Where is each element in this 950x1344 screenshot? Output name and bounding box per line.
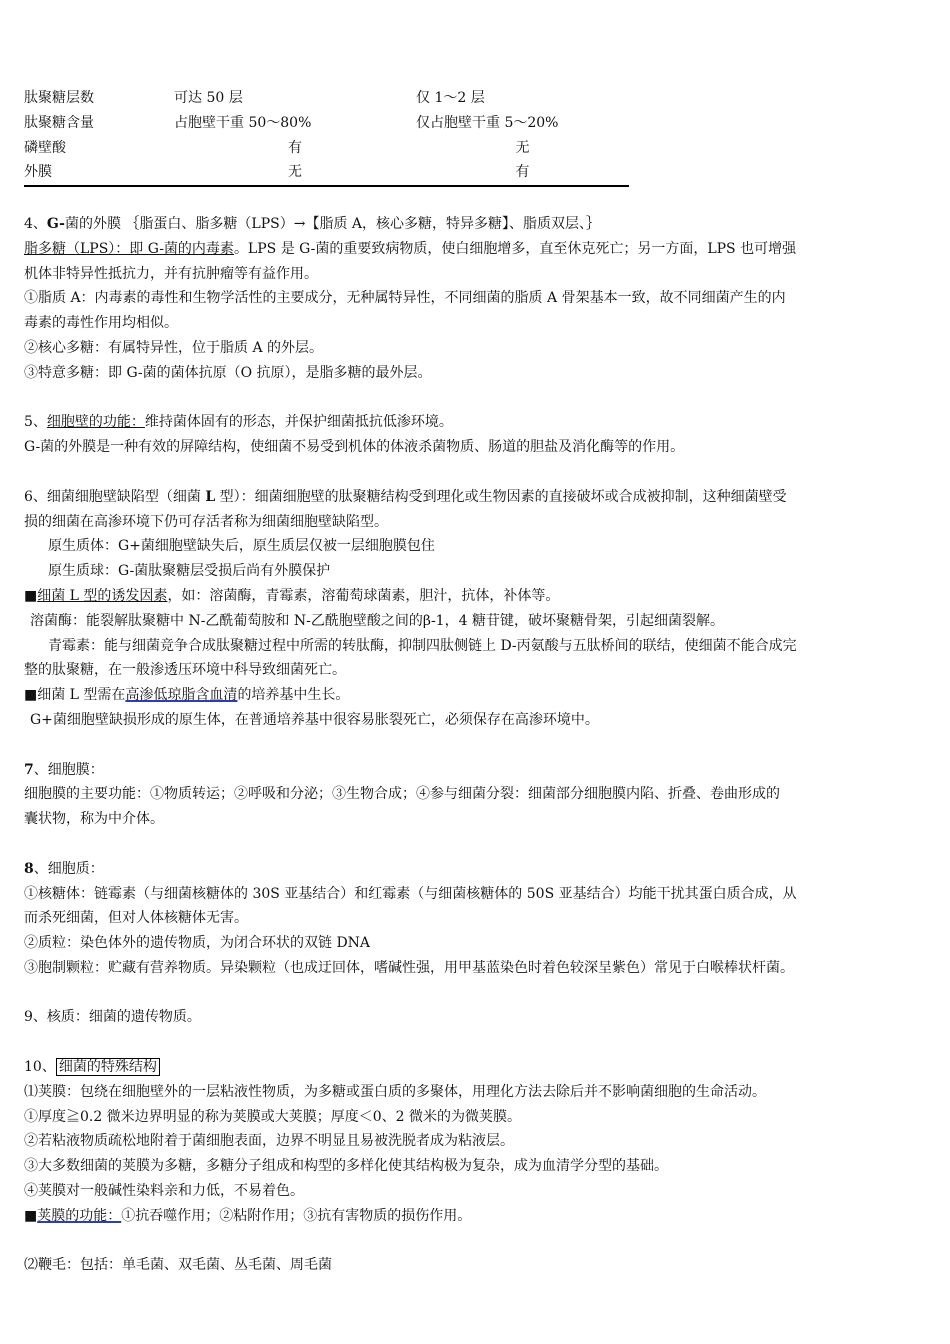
bold-text: L [205,488,216,505]
paragraph-line: 细胞膜的主要功能：①物质转运；②呼吸和分泌；③生物合成；④参与细菌分裂：细菌部分细胞膜内陷、折叠、卷曲形成的 [24,786,780,803]
spacer [24,1229,930,1254]
paragraph-text: 维持菌体固有的形态，并保护细菌抵抗低渗环境。 [144,414,453,431]
bold-text: G- [46,215,65,232]
heading-text: 、细胞膜： [33,761,104,778]
list-item: ④荚膜对一般碱性染料亲和力低，不易着色。 [24,1183,304,1200]
table-cell: 肽聚糖层数 [24,90,94,106]
spacer [24,386,930,411]
table-cell: 有 [288,139,302,156]
spacer [24,1030,930,1055]
paragraph-line: 原生质球：G-菌肽聚糖层受损后尚有外膜保护 [48,563,331,580]
paragraph-line: G-菌的外膜是一种有效的屏障结构，使细菌不易受到机体的体液杀菌物质、肠道的胆盐及消化酶等的作用。 [24,439,685,456]
paragraph-line: 原生质体：G+菌细胞壁缺失后，原生质层仅被一层细胞膜包住 [48,538,435,555]
table-cell: 占胞壁干重 50～80% [174,114,312,131]
paragraph-line: ⑴荚膜：包绕在细胞壁外的一层粘液性物质，为多糖或蛋白质的多聚体，用理化方法去除后并不影响菌细胞的生命活动。 [24,1083,766,1100]
list-item: ③大多数细菌的荚膜为多糖，多糖分子组成和构型的多样化使其结构极为复杂，成为血清学分型的基础。 [24,1158,668,1175]
section-number: 5、 [24,414,47,431]
paragraph-text: 的培养基中生长。 [237,687,350,704]
table-cell: 可达 50 层 [174,90,243,106]
paragraph-line: ⑵鞭毛：包括：单毛菌、双毛菌、丛毛菌、周毛菌 [24,1257,332,1274]
heading-text: 、细胞质： [33,860,104,877]
list-item: ②质粒：染色体外的遗传物质，为闭合环状的双链 DNA [24,935,371,952]
square-bullet-icon: ■ [24,1207,38,1224]
section-number: 7 [24,761,34,778]
list-item: ③特意多糖：即 G-菌的菌体抗原（O 抗原），是脂多糖的最外层。 [24,364,432,381]
table-row [24,111,629,136]
table-cell: 外膜 [24,160,174,186]
spacer [24,981,930,1006]
table-row [24,86,629,111]
square-bullet-icon: ■ [24,587,38,604]
list-item: ①脂质 A：内毒素的毒性和生物学活性的主要成分，无种属特异性，不同细菌的脂质 A 骨架基本一致，故不同细菌产生的内 [24,290,786,307]
list-item: ①厚度≧0.2 微米边界明显的称为荚膜或大荚膜；厚度＜0、2 微米的为微荚膜。 [24,1108,521,1125]
underlined-term: 脂多糖（LPS）：即 G-菌的内毒素 [24,240,234,257]
underlined-term: 细菌 L 型的诱发因素 [37,587,168,604]
table-row [24,136,629,161]
bullet-line [24,683,930,708]
table-cell: 肽聚糖含量 [24,114,94,131]
paragraph-text: 细菌 L 型需在 [37,687,126,704]
list-item: ②若粘液物质疏松地附着于菌细胞表面，边界不明显且易被洗脱者成为粘液层。 [24,1133,514,1150]
list-item: ①核糖体：链霉素（与细菌核糖体的 30S 亚基结合）和红霉素（与细菌核糖体的 50S 亚基结合）均能干扰其蛋白质合成，从 [24,885,797,902]
section-number: 8 [24,860,34,877]
list-item-continued: 而杀死细菌，但对人体核糖体无害。 [24,910,248,927]
section-6-heading [24,485,930,510]
table-cell: 无 [174,160,416,186]
list-item-continued: 毒素的毒性作用均相似。 [24,315,178,332]
section-number: 10、 [24,1059,56,1076]
spacer [24,832,930,857]
table-cell: 有 [416,160,629,186]
bullet-line [24,584,930,609]
section-7-heading [24,758,930,783]
paragraph-line: 青霉素：能与细菌竞争合成肽聚糖过程中所需的转肽酶，抑制四肽侧链上 D-丙氨酸与五肽桥间的联结，使细菌不能合成完 [48,637,797,654]
bullet-line [24,1204,930,1229]
paragraph-line: 整的肽聚糖，在一般渗透压环境中科导致细菌死亡。 [24,662,346,679]
table-cell: 仅占胞壁干重 5～20% [416,114,559,131]
paragraph-line [24,237,930,262]
section-8-heading [24,857,930,882]
paragraph-text: 型）：细菌细胞壁的肽聚糖结构受到理化或生物因素的直接破坏或合成被抑制，这种细菌壁受 [215,488,787,505]
section-number: 4、 [24,215,47,232]
paragraph-text: 。LPS 是 G-菌的重要致病物质，使白细胞增多，直至休克死亡；另一方面，LPS 也可增强 [233,240,797,257]
paragraph-text: 6、细菌细胞壁缺陷型（细菌 [24,488,206,505]
table-cell: 仅 1～2 层 [416,90,485,106]
underlined-term: 荚膜的功能： [37,1207,122,1224]
underlined-term: 高渗低琼脂含血清 [125,687,238,704]
heading-text: 菌的外膜 ｛脂蛋白、脂多糖（LPS）→【脂质 A，核心多糖，特异多糖】、脂质双层、｝ [64,215,600,232]
table-cell: 磷壁酸 [24,139,66,156]
section-5-heading [24,410,930,435]
spacer [24,460,930,485]
table-row [24,160,629,186]
comparison-table [24,86,629,187]
table-cell: 无 [515,139,530,156]
paragraph-line: 损的细菌在高渗环境下仍可存活者称为细菌细胞壁缺陷型。 [24,513,388,530]
paragraph-line: 囊状物，称为中介体。 [24,811,164,828]
underlined-term: 细胞壁的功能： [46,414,145,431]
paragraph-line: 溶菌酶：能裂解肽聚糖中 N-乙酰葡萄胺和 N-乙酰胞壁酸之间的β-1，4 糖苷键，破坏聚糖骨架，引起细菌裂解。 [30,612,724,629]
spacer [24,733,930,758]
paragraph-line: 机体非特异性抵抗力，并有抗肿瘤等有益作用。 [24,265,318,282]
list-item: ③胞制颗粒：贮藏有营养物质。异染颗粒（也成迂回体，嗜碱性强，用甲基蓝染色时着色较深呈紫色）常见于白喉棒状杆菌。 [24,959,794,976]
section-9-heading: 9、核质：细菌的遗传物质。 [24,1009,201,1026]
paragraph-text: ，如：溶菌酶，青霉素，溶葡萄球菌素，胆汁，抗体，补体等。 [167,587,560,604]
paragraph-text: ①抗吞噬作用；②粘附作用；③抗有害物质的损伤作用。 [121,1207,472,1224]
document-page [24,86,930,1278]
section-4-heading [24,212,930,237]
boxed-heading: 细菌的特殊结构 [56,1058,160,1076]
spacer [24,187,930,212]
list-item: ②核心多糖：有属特异性，位于脂质 A 的外层。 [24,339,324,356]
paragraph-line: G+菌细胞壁缺损形成的原生体，在普通培养基中很容易胀裂死亡，必须保存在高渗环境中。 [30,711,599,728]
square-bullet-icon: ■ [24,687,38,704]
section-10-heading [24,1055,930,1080]
